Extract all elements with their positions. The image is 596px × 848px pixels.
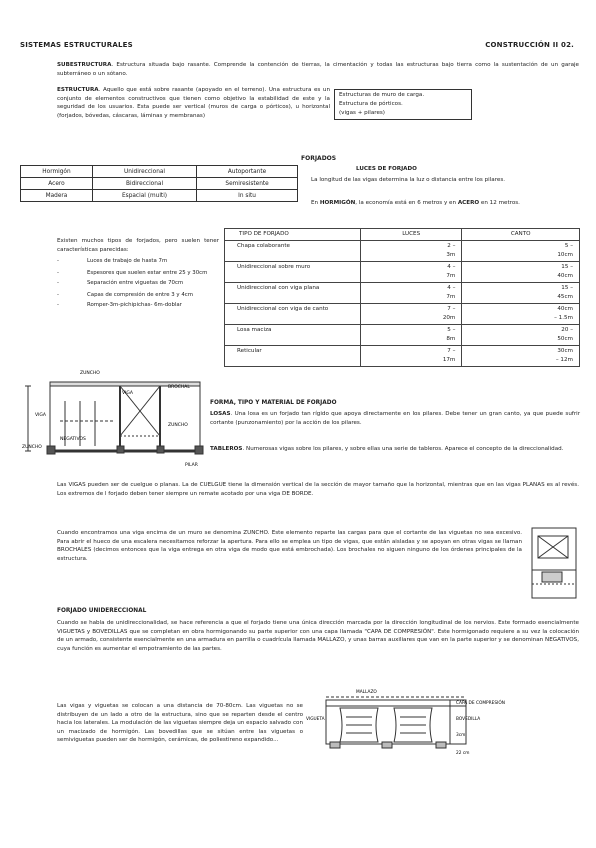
direction-table-cell: Unidireccional (92, 166, 196, 178)
luces-table-cell: Chapa colaborante (225, 241, 361, 262)
luces-table-header: CANTO (462, 229, 580, 241)
direction-table-cell: Espacial (multi) (92, 190, 196, 202)
direction-table-cell: Semiresistente (197, 178, 298, 190)
vigas-paragraph: Las VIGAS pueden ser de cuelgue o planas. La de CUELGUE tiene la dimensión vertical de la sección de mayor tamaño que la horizontal, mientras que en las vigas PLANAS es al revés. Los extremos de l forjado deben tener siempre un remate acotado por una viga DE BORDE. (57, 482, 579, 497)
section-capa-label: CAPA DE COMPRESIÓN (456, 701, 505, 706)
types-list (57, 257, 217, 310)
luces-table-cell: 15 – 45cm (462, 283, 580, 304)
sketch-zuncho3-label: ZUNCHO (22, 445, 42, 450)
header-left: SISTEMAS ESTRUCTURALES (20, 41, 133, 49)
luces-table-cell: 4 – 7m (361, 283, 462, 304)
types-list-item: - Luces de trabajo de hasta 7m (57, 257, 217, 266)
sketch-brochal-label: BROCHAL (168, 385, 190, 390)
sketch-zuncho2-label: ZUNCHO (168, 423, 188, 428)
luces-table-cell: 5 – 10cm (462, 241, 580, 262)
luces-table-row (225, 325, 580, 346)
luces-table-cell: 15 – 40cm (462, 262, 580, 283)
types-list-item: - Capas de compresión de entre 3 y 4cm (57, 291, 217, 300)
estructura-paragraph: ESTRUCTURA. Aquello que está sobre rasante (apoyado en el terreno). Una estructura es un conjunto de elementos constructivos que tienen como objetivo la estabilidad de este y la seguridad de los usuarios. Esta puede ser vertical (muros de carga o pórticos), u horizontal (forjados, bóvedas, cáscaras, láminas y membranas) (57, 87, 330, 119)
luces-table-cell: 7 – 20m (361, 304, 462, 325)
sketch-viga-label: VIGA (122, 391, 133, 396)
luces-table-row (225, 346, 580, 367)
luces-table-cell: Unidireccional sobre muro (225, 262, 361, 283)
header-right: CONSTRUCCIÓN II 02. (485, 41, 574, 49)
types-list-item: - Espesores que suelen estar entre 25 y 30cm (57, 269, 217, 278)
unidireccional-paragraph: Cuando se habla de unidireccionalidad, se hace referencia a que el forjado tiene una única dirección marcada por la dirección longitudinal de los nervios. Este formado esencialmente VIGUETAS y BOVEDILLAS que se completan en obra hormigonando su parte superior con una capa llamada "CAPA DE COMPRESIÓN". Este hormigonado requiere a su vez la colocación de un armado, consistente esencialmente en una armadura en parrilla o cuadrícula llamada MALLAZO, y unas barras auxiliares que van en la parte superior y se denominan NEGATIVOS, cuya función es aumentar el empotramiento de las partes. (57, 620, 579, 652)
stair-opening-sketch (528, 524, 580, 604)
direction-table-cell: Madera (21, 190, 93, 202)
luces-subtitle: LUCES DE FORJADO (356, 166, 417, 172)
luces-table-cell: 2 – 3m (361, 241, 462, 262)
forjados-title: FORJADOS (301, 155, 337, 162)
luces-paragraph: La longitud de las vigas determina la luz o distancia entre los pilares. (311, 177, 506, 183)
types-list-item: - Separación entre viguetas de 70cm (57, 279, 217, 288)
section-mallazo-label: MALLAZO (356, 690, 377, 695)
section-3cm-label: 3cm (456, 733, 466, 738)
vertical-structures-box: Estructuras de muro de carga. Estructura de pórticos. (vigas + pilares) (334, 89, 472, 120)
sketch-pilar-label: PILAR (185, 463, 198, 468)
sketch-zuncho-label: ZUNCHO (80, 371, 100, 376)
luces-table-cell: 40cm – 1.5m (462, 304, 580, 325)
losas-paragraph: LOSAS. Una losa es un forjado tan rígido que apoya directamente en los pilares. Debe tener un gran canto, ya que puede sufrir cortante (punzonamiento) por la acción de los pilares. (210, 411, 580, 426)
types-list-wrapper (57, 257, 217, 313)
section-bovedilla-label: BOVEDILLA (456, 717, 481, 722)
direction-table-cell: Acero (21, 178, 93, 190)
subestructura-term: SUBESTRUCTURA (57, 62, 112, 68)
section-22cm-label: 22 cm (456, 751, 470, 756)
direction-table-cell: Autoportante (197, 166, 298, 178)
estructura-term: ESTRUCTURA (57, 87, 99, 93)
luces-table-header: TIPO DE FORJADO (225, 229, 361, 241)
types-intro: Existen muchos tipos de forjados, pero suelen tener características parecidas: (57, 238, 219, 253)
luces-table-cell: Unidireccional con viga plana (225, 283, 361, 304)
luces-table-cell: Reticular (225, 346, 361, 367)
forjado-plan-sketch (20, 366, 212, 470)
luces-table-row (225, 241, 580, 262)
luces-economy-paragraph: En HORMIGÓN, la economía está en 6 metros y en ACERO en 12 metros. (311, 200, 520, 206)
sketch-viga2-label: VIGA (35, 413, 46, 418)
luces-table-cell: 4 – 7m (361, 262, 462, 283)
luces-table-header: LUCES (361, 229, 462, 241)
unidireccional-title: FORJADO UNIDERECCIONAL (57, 608, 147, 614)
direction-table-row (21, 166, 298, 178)
luces-table-cell: 7 – 17m (361, 346, 462, 367)
tableros-paragraph: TABLEROS. Numerosas vigas sobre los pilares, y sobre ellas una serie de tableros. Aparece el concepto de la direccionalidad. (210, 446, 564, 452)
section-vigueta-label: VIGUETA (306, 717, 325, 722)
luces-table-cell: Losa maciza (225, 325, 361, 346)
luces-table-cell: 20 – 50cm (462, 325, 580, 346)
luces-table-cell: Unidireccional con viga de canto (225, 304, 361, 325)
direction-table-row (21, 178, 298, 190)
sketch-negativos-label: NEGATIVOS (60, 437, 86, 442)
direction-table-cell: In situ (197, 190, 298, 202)
direction-table-cell: Bidireccional (92, 178, 196, 190)
types-list-item: - Romper-3m-pichipichas- 6m-doblar (57, 301, 217, 310)
forma-title: FORMA, TIPO Y MATERIAL DE FORJADO (210, 400, 337, 406)
direction-table-cell: Hormigón (21, 166, 93, 178)
forjado-section-sketch (306, 686, 505, 766)
luces-table-cell: 5 – 8m (361, 325, 462, 346)
luces-table-row (225, 283, 580, 304)
subestructura-paragraph: SUBESTRUCTURA. Estructura situada bajo rasante. Comprende la contención de tierras, la cimentación y todas las estructuras bajo tierra como la sustentación de un garaje subterráneo o un sótano. (57, 62, 579, 77)
direction-table (20, 165, 298, 202)
luces-table (224, 228, 580, 367)
zuncho-paragraph: Cuando encontramos una viga encima de un muro se denomina ZUNCHO. Este elemento reparte las cargas para que el cortante de las viguetas no sea excesivo. Para abrir el hueco de una escalera necesitamos reforzar la apertura. Para ello se emplea un tipo de vigas, que están aisladas y se apoyan en otras vigas se llaman BROCHALES (decimos entonces que la viga entrega en otra viga de modo que está embrochada). Los brochales no siguen ninguno de los órdenes principales de la estructura. (57, 530, 522, 562)
direction-table-row (21, 190, 298, 202)
luces-table-cell: 30cm – 12m (462, 346, 580, 367)
luces-table-row (225, 262, 580, 283)
luces-table-row (225, 304, 580, 325)
viguetas-paragraph: Las vigas y viguetas se colocan a una distancia de 70-80cm. Las viguetas no se distribuyen de un lado a otro de la estructura, sino que se reparten desde el centro hacia los laterales. La modulación de las viguetas siempre deja un espacio salvado con un macizado de hormigón. Las bovedillas que se sitúan entre las viguetas o semiviguetas pueden ser de hormigón, cerámicas, de poliestireno expandido... (57, 703, 303, 744)
